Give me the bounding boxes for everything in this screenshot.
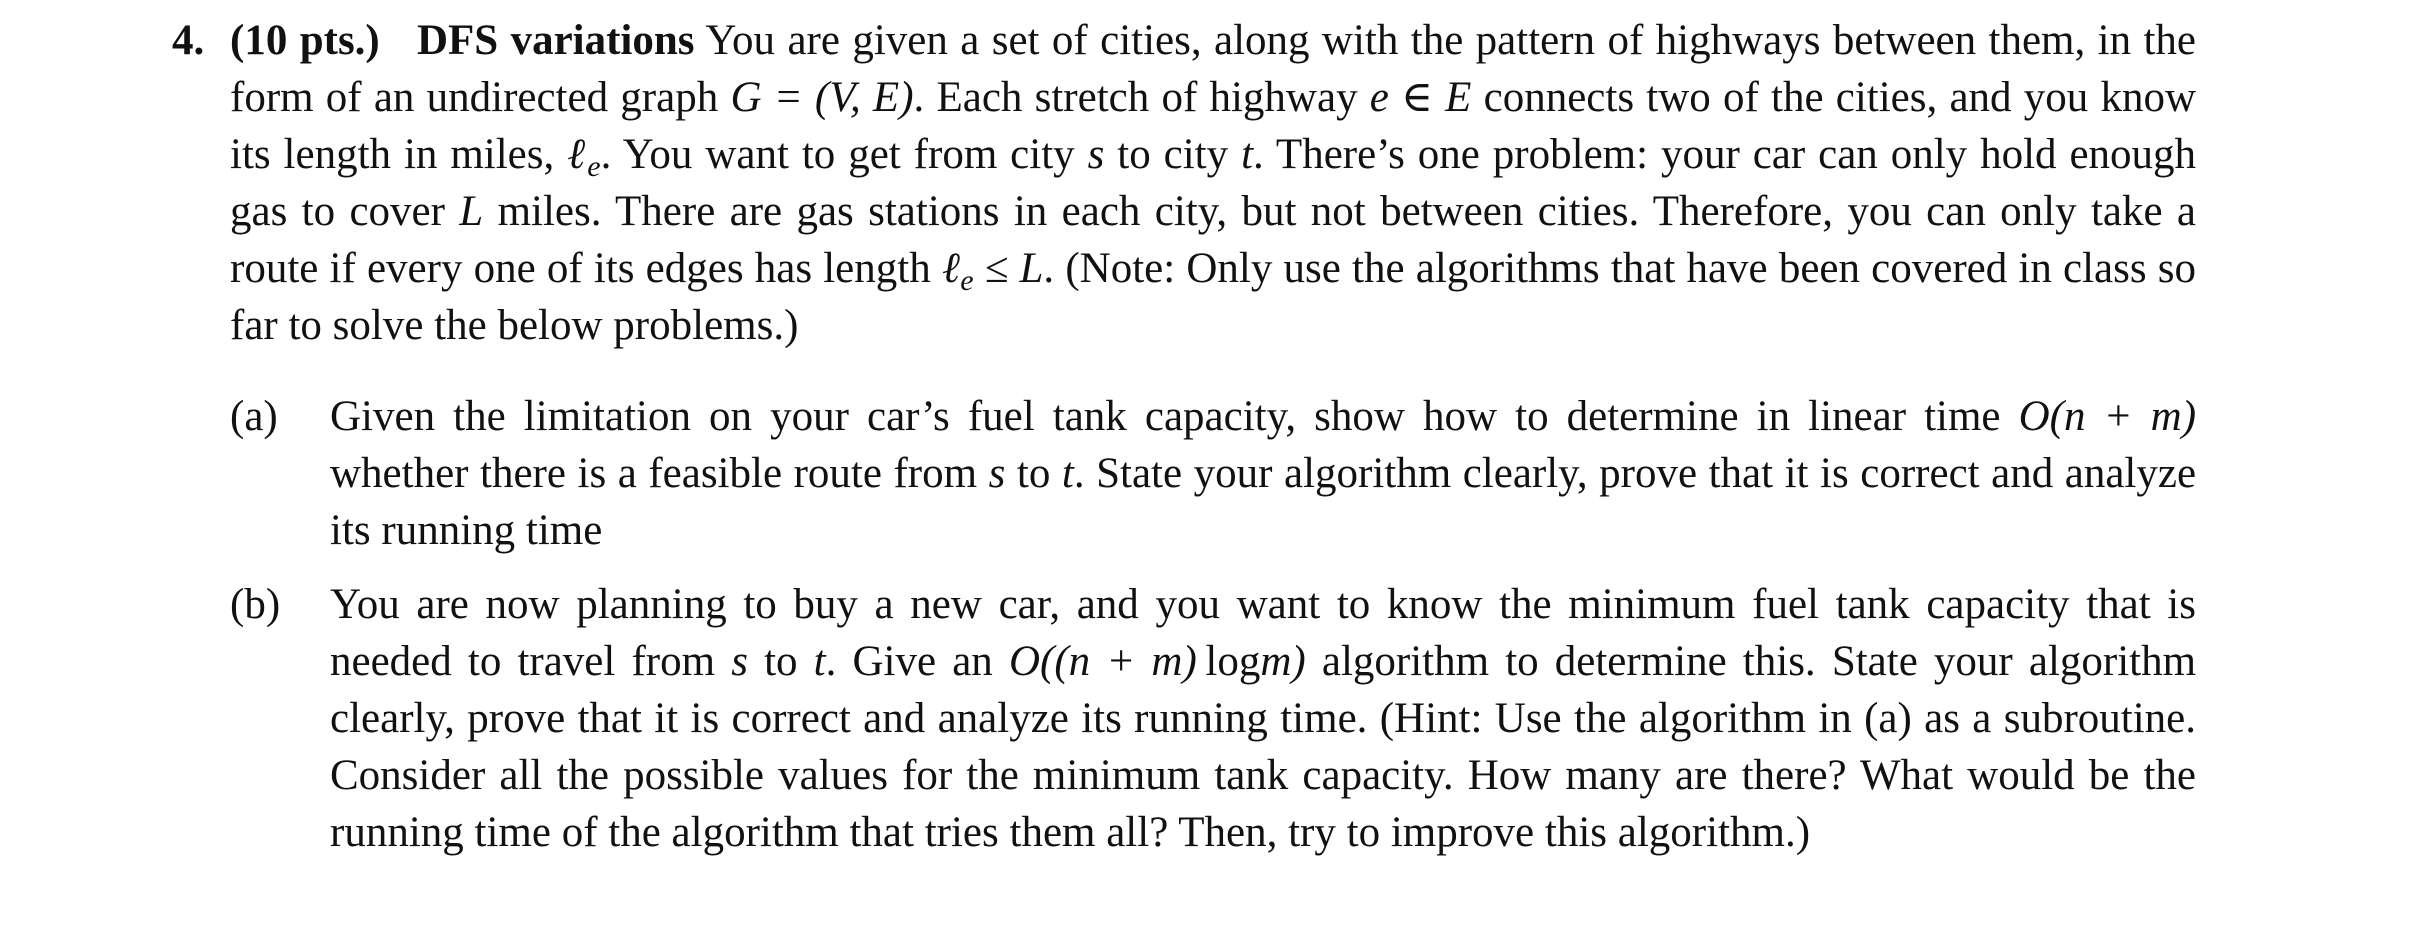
math-length-sub: e xyxy=(587,150,601,183)
part-a xyxy=(230,388,2196,559)
part-b-math-time xyxy=(1009,638,1306,685)
math-L: L xyxy=(459,188,484,235)
problem-stem xyxy=(230,12,2196,354)
subparts xyxy=(230,388,2196,861)
part-a-text-4: . State your algorithm clearly, prove that it is correct and analyze its running time xyxy=(330,450,2197,554)
part-b-math-time-log: log xyxy=(1205,638,1261,685)
part-b-math-time-b: m) xyxy=(1260,638,1306,685)
part-b-text-4: algorithm to determine this. State your algorithm clearly, prove that it is correct and analyze its running time. (Hint: Use the algorithm in (a) as a subroutine. Consider all the possible values for the minimum tank capacity. How many are there? What would be the running time of the algorithm that tries them all? Then, try to improve this algorithm.) xyxy=(330,638,2197,856)
problem-number: 4. xyxy=(172,17,205,64)
part-a-text-2: whether there is a feasible route from xyxy=(330,450,978,497)
part-b-text-1: You are now planning to buy a new car, and you want to know the minimum fuel tank capacity that is needed to travel from xyxy=(330,581,2196,685)
part-a-text-1: Given the limitation on your car’s fuel tank capacity, show how to determine in linear time xyxy=(330,393,2001,440)
stem-text-8: . (Note: Only use the algorithms that have been covered in class so far to solve the below problems.) xyxy=(230,245,2197,349)
stem-text-3: connects two of the cities, and you know its length in miles, xyxy=(230,74,2197,178)
stem-text-6: . There’s one problem: your car can only hold enough gas to cover xyxy=(230,131,2197,235)
math-s: s xyxy=(1087,131,1105,178)
part-b-math-s: s xyxy=(731,638,748,685)
math-condition-rest: ≤ L xyxy=(973,245,1044,292)
part-a-label: (a) xyxy=(230,393,278,440)
stem-text-5: to city xyxy=(1117,131,1229,178)
stem-text-1: You are given a set of cities, along with the pattern of highways between them, in the form of an undirected graph xyxy=(230,17,2197,121)
stem-text-7: miles. There are gas stations in each city, but not between cities. Therefore, you can only take a route if every one of its edges has length xyxy=(230,188,2197,292)
part-b-math-time-a: O((n + m) xyxy=(1008,638,1197,685)
problem-points: (10 pts.) xyxy=(230,17,380,64)
stem-text-2: . Each stretch of highway xyxy=(913,74,1358,121)
math-condition-base: ℓ xyxy=(941,245,961,292)
part-a-math-t: t xyxy=(1061,450,1074,497)
part-a-math-s: s xyxy=(988,450,1006,497)
math-length-base: ℓ xyxy=(567,131,588,178)
stem-text-4: . You want to get from city xyxy=(600,131,1075,178)
math-condition-sub: e xyxy=(960,264,974,297)
part-a-text-3: to xyxy=(1016,450,1051,497)
math-condition xyxy=(941,245,1044,297)
problem-4 xyxy=(172,12,2196,878)
part-b-text-2: to xyxy=(764,638,798,685)
math-graph: G = (V, E) xyxy=(730,74,914,121)
part-b xyxy=(230,576,2196,861)
math-edge: e ∈ E xyxy=(1369,74,1472,121)
math-t: t xyxy=(1241,131,1254,178)
part-b-math-t: t xyxy=(813,638,826,685)
math-length xyxy=(567,131,601,183)
part-b-text-3: . Give an xyxy=(825,638,993,685)
part-b-label: (b) xyxy=(230,581,281,628)
problem-title: DFS variations xyxy=(416,17,695,64)
part-a-math-time: O(n + m) xyxy=(2018,393,2197,440)
